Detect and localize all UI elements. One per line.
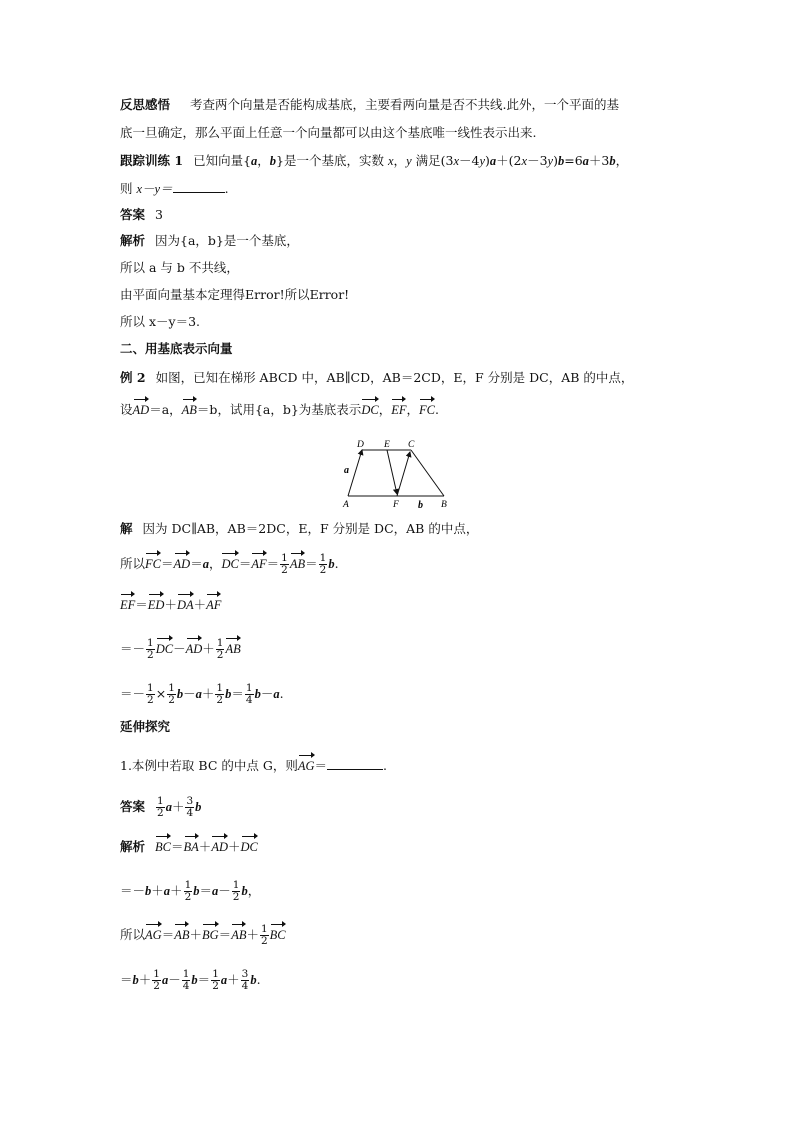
solution-line-3	[120, 597, 221, 613]
eq: ＝	[171, 839, 184, 854]
fraction-half	[260, 924, 269, 947]
denominator: 2	[281, 564, 288, 576]
eq: ＝	[266, 556, 280, 571]
numerator: 1	[153, 968, 160, 980]
eq: ＝	[120, 641, 133, 656]
fraction-half	[152, 969, 161, 992]
vector-b: b	[195, 800, 202, 814]
vector-AB: AB	[289, 557, 306, 571]
label-A: A	[343, 500, 349, 510]
vector-AD: AD	[185, 642, 203, 656]
extension-analysis-line-2: ＝－b＋a＋ $\frac{1}{2}$ b＝a－ $\frac{1}{2}$ b，	[120, 879, 261, 903]
label-D: D	[357, 440, 364, 450]
vector-FC-arrow	[397, 452, 410, 496]
exercise-1-text: －4	[459, 153, 480, 168]
extension-analysis-line-3	[120, 924, 286, 947]
example-2-line-2: 设AD＝a，AB＝b，试用{a，b}为基底表示DC，EF，FC.	[120, 402, 439, 417]
plus: ＋	[201, 686, 215, 701]
vector-DC: DC	[240, 840, 258, 854]
vector-AB: AB	[181, 403, 197, 417]
vector-a: a	[195, 687, 202, 701]
solution-line-5: ＝－ $\frac{1}{2}$ × $\frac{1}{2}$ b－a＋ $\frac{1}{2}$ b＝ $\frac{1}{4}$ b－a.	[120, 682, 284, 706]
solution-label: 解	[120, 521, 133, 536]
vector-b: b	[193, 884, 200, 898]
denominator: 2	[212, 980, 219, 992]
eq: ＝	[161, 556, 174, 571]
eq: ＝	[231, 686, 244, 701]
example-2-line-1	[120, 370, 633, 386]
denominator: 4	[245, 694, 253, 706]
numerator: 1	[157, 795, 164, 807]
eq: ＝	[135, 597, 148, 612]
vector-EF: EF	[391, 403, 407, 417]
answer-blank	[173, 180, 225, 193]
denominator: 2	[319, 564, 327, 576]
vector-AD: AD	[173, 557, 191, 571]
vector-b: b	[241, 884, 248, 898]
var-y: y	[479, 154, 486, 168]
vector-AB: AB	[225, 642, 241, 656]
vector-b: b	[145, 884, 152, 898]
vector-b: b	[254, 687, 261, 701]
numerator: 1	[245, 682, 253, 694]
minus: －	[168, 972, 181, 987]
vector-a: a	[582, 154, 589, 168]
eq: ＝	[199, 883, 213, 898]
vector-b: b	[269, 154, 277, 168]
numerator: 1	[281, 552, 288, 564]
extension-analysis-line-4: ＝b＋ $\frac{1}{2}$ a－ $\frac{1}{4}$ b＝ $\frac{1}{2}$ a＋ $\frac{3}{4}$ b.	[120, 968, 261, 992]
period: .	[383, 758, 387, 773]
vector-DA: DA	[176, 598, 194, 612]
fraction-half	[156, 796, 165, 819]
reflection-line-1	[120, 97, 619, 113]
exercise-1-text: 满足(3	[415, 153, 454, 168]
denominator: 2	[184, 891, 192, 903]
answer-blank	[327, 757, 383, 770]
analysis-1-text-4: 所以 x－y＝3.	[120, 314, 201, 329]
vector-b: b	[191, 973, 198, 987]
fraction-half	[184, 880, 193, 903]
fraction-three-quarters	[185, 796, 194, 819]
eq: ＝	[161, 927, 175, 942]
numerator: 1	[182, 968, 190, 980]
exercise-1-text: )	[553, 153, 558, 168]
vector-b: b	[250, 973, 257, 987]
analysis-1-text-3: 由平面向量基本定理得Error!所以Error!	[120, 287, 350, 302]
exercise-1-label: 跟踪训练 1	[120, 153, 184, 168]
label-E: E	[384, 440, 390, 450]
section-2-title-line	[120, 341, 233, 357]
vector-AB: AB	[231, 928, 247, 942]
exercise-1-expression: x－y＝	[136, 182, 173, 196]
fraction-half	[167, 683, 176, 706]
vector-BA: BA	[183, 840, 199, 854]
vector-b: b	[225, 687, 232, 701]
solution-text-1: 因为 DC∥AB，AB＝2DC，E，F 分别是 DC，AB 的中点，	[142, 521, 479, 536]
analysis-1-line-1	[120, 233, 299, 249]
denominator: 2	[153, 980, 160, 992]
vector-BC: BC	[155, 840, 171, 854]
vector-FC: FC	[145, 557, 161, 571]
eq: ＝	[120, 686, 133, 701]
answer-1-value: 3	[155, 207, 163, 222]
denominator: 2	[147, 694, 154, 706]
numerator: 1	[147, 637, 154, 649]
vector-DC: DC	[221, 557, 239, 571]
analysis-1-text-2: 所以 a 与 b 不共线，	[120, 260, 239, 275]
eq: ＝	[120, 972, 133, 987]
segment-CB	[411, 450, 444, 496]
fraction-half	[319, 553, 328, 576]
vector-b: b	[328, 557, 335, 571]
fraction-half	[146, 638, 155, 661]
var-x: x	[387, 154, 394, 168]
plus: ＋	[246, 927, 259, 942]
exercise-1-text: )	[485, 153, 490, 168]
vector-a: a	[161, 973, 169, 987]
vector-a: a	[273, 687, 280, 701]
solution-line-1	[120, 521, 478, 537]
vector-DC: DC	[361, 403, 379, 417]
var-x: x	[521, 154, 528, 168]
numerator: 1	[232, 879, 240, 891]
solution-text: 所以	[120, 556, 146, 571]
minus: －	[132, 641, 146, 656]
plus: ＋	[198, 839, 212, 854]
extension-q1-line	[120, 757, 387, 774]
reflection-text-2: 底一旦确定，那么平面上任意一个向量都可以由这个基底唯一线性表示出来.	[120, 125, 537, 140]
eq: ＝	[218, 927, 232, 942]
example-2-label: 例 2	[120, 370, 146, 385]
plus: ＋	[170, 883, 183, 898]
extension-title-line	[120, 719, 170, 735]
vector-AG: AG	[297, 759, 315, 773]
numerator: 3	[241, 968, 249, 980]
plus: ＋	[138, 972, 152, 987]
example-2-text: 设	[120, 402, 133, 417]
exercise-1-line-2	[120, 180, 229, 197]
exercise-1-text: 已知向量{	[193, 153, 252, 168]
numerator: 1	[319, 552, 327, 564]
plus: ＋	[202, 641, 215, 656]
section-2-title: 二、用基底表示向量	[120, 341, 233, 356]
denominator: 2	[216, 694, 224, 706]
denominator: 2	[157, 807, 164, 819]
reflection-line-2	[120, 125, 536, 141]
vector-b: b	[609, 154, 616, 168]
denominator: 4	[182, 980, 190, 992]
plus: ＋	[227, 972, 240, 987]
vector-BG: BG	[202, 928, 219, 942]
numerator: 3	[186, 795, 194, 807]
minus: －	[132, 883, 146, 898]
exercise-1-line-1: 跟踪训练 1 已知向量{a，b}是一个基底，实数 x，y 满足(3x－4y)a＋(2x－3y)b=6a＋3b，	[120, 153, 629, 168]
plus: ＋	[193, 597, 207, 612]
fraction-half	[146, 683, 155, 706]
denominator: 4	[186, 807, 194, 819]
plus: ＋	[164, 597, 177, 612]
vector-AB: AB	[174, 928, 190, 942]
eq: ＝	[197, 972, 211, 987]
vector-AD-arrow	[348, 450, 362, 496]
plus: ＋	[171, 799, 185, 814]
denominator: 2	[260, 935, 268, 947]
vector-AF: AF	[251, 557, 267, 571]
vector-EF: EF	[120, 598, 136, 612]
comma: ，	[615, 153, 629, 168]
example-2-text-1: 如图，已知在梯形 ABCD 中，AB∥CD，AB＝2CD，E，F 分别是 DC，AB 的中点，	[155, 370, 634, 385]
exercise-1-text: ＋(2	[496, 153, 522, 168]
plus: ＋	[189, 927, 202, 942]
reflection-text-1: 考查两个向量是否能构成基底，主要看两向量是否不共线.此外，一个平面的基	[190, 97, 619, 112]
vector-a: a	[202, 557, 209, 571]
var-y: y	[547, 154, 554, 168]
fraction-half	[280, 553, 289, 576]
denominator: 2	[232, 891, 240, 903]
numerator: 1	[147, 682, 154, 694]
denominator: 2	[168, 694, 175, 706]
eq: ＝	[314, 758, 328, 773]
vector-AD: AD	[211, 840, 228, 854]
minus: －	[173, 641, 186, 656]
fraction-half	[215, 683, 224, 706]
example-2-text: ，试用{a，b}为基底表示	[217, 402, 362, 417]
vector-a: a	[220, 973, 228, 987]
extension-answer-line	[120, 796, 201, 819]
reflection-heading: 反思感悟	[120, 97, 171, 112]
solution-line-4	[120, 638, 241, 661]
exercise-1-prefix: 则	[120, 181, 133, 196]
minus: －	[132, 686, 146, 701]
numerator: 1	[184, 879, 192, 891]
minus: －	[218, 883, 231, 898]
vector-AG: AG	[145, 928, 162, 942]
vector-a: a	[165, 800, 172, 814]
exercise-1-text: }是一个基底，实数	[276, 153, 384, 168]
fraction-three-quarters	[241, 969, 250, 992]
extension-so: 所以	[120, 927, 146, 942]
numerator: 1	[168, 682, 175, 694]
analysis-1-line-3	[120, 287, 349, 303]
extension-title: 延伸探究	[120, 719, 171, 734]
label-B: B	[441, 500, 447, 510]
minus: －	[260, 686, 274, 701]
comma: ，	[257, 153, 270, 168]
vector-EF-arrow	[387, 450, 397, 494]
numerator: 1	[216, 637, 224, 649]
extension-analysis-line-1	[120, 839, 258, 855]
vector-b: b	[176, 687, 184, 701]
eq: ＝	[190, 556, 203, 571]
minus: －	[183, 686, 196, 701]
analysis-1-line-4	[120, 314, 200, 330]
numerator: 1	[212, 968, 219, 980]
var-x: x	[453, 154, 460, 168]
period: .	[224, 181, 229, 196]
denominator: 2	[216, 649, 224, 661]
var-y: y	[406, 154, 412, 168]
vector-BC: BC	[269, 928, 286, 942]
numerator: 1	[260, 923, 268, 935]
plus: ＋	[151, 883, 164, 898]
analysis-1-text-1: 因为{a，b}是一个基底，	[155, 233, 299, 248]
vector-AF: AF	[206, 598, 222, 612]
eq: ＝	[120, 883, 133, 898]
label-vector-a: a	[344, 465, 349, 476]
vector-a: a	[489, 154, 497, 168]
eq: ＝	[238, 556, 252, 571]
fraction-half	[216, 638, 225, 661]
vector-FC: FC	[419, 403, 435, 417]
fraction-quarter	[245, 683, 254, 706]
exercise-1-text: ＋3	[588, 153, 610, 168]
exercise-1-text: =6	[564, 153, 583, 168]
analysis-1-label: 解析	[120, 233, 146, 248]
fraction-quarter	[182, 969, 191, 992]
extension-q1-text: 1.本例中若取 BC 的中点 G，则	[120, 758, 298, 773]
vector-a: a	[212, 884, 219, 898]
vector-b: b	[557, 154, 565, 168]
trapezoid-figure	[335, 437, 460, 512]
extension-answer-label: 答案	[120, 799, 146, 814]
answer-1-line	[120, 207, 163, 223]
example-2-text: ＝a，	[149, 402, 182, 417]
eq: ＝	[305, 556, 318, 571]
vector-ED: ED	[147, 598, 165, 612]
fraction-half	[232, 880, 241, 903]
vector-AD: AD	[132, 403, 150, 417]
label-C: C	[408, 440, 415, 450]
plus: ＋	[227, 839, 241, 854]
solution-line-2: 所以FC＝AD＝a，DC＝AF＝ $\frac{1}{2}$ AB＝ $\frac{1}{2}$ b.	[120, 552, 339, 576]
extension-analysis-label: 解析	[120, 839, 146, 854]
label-vector-b: b	[418, 500, 423, 511]
vector-a: a	[163, 884, 171, 898]
numerator: 1	[216, 682, 224, 694]
denominator: 4	[241, 980, 249, 992]
fraction-half	[211, 969, 220, 992]
analysis-1-line-2	[120, 260, 239, 276]
example-2-text: ＝b	[196, 402, 218, 417]
vector-a: a	[251, 154, 258, 168]
answer-1-label: 答案	[120, 207, 146, 222]
vector-b: b	[132, 973, 139, 987]
label-F: F	[393, 500, 399, 510]
vector-DC: DC	[155, 642, 174, 656]
times: ×	[155, 686, 167, 701]
exercise-1-text: －3	[527, 153, 548, 168]
denominator: 2	[147, 649, 154, 661]
